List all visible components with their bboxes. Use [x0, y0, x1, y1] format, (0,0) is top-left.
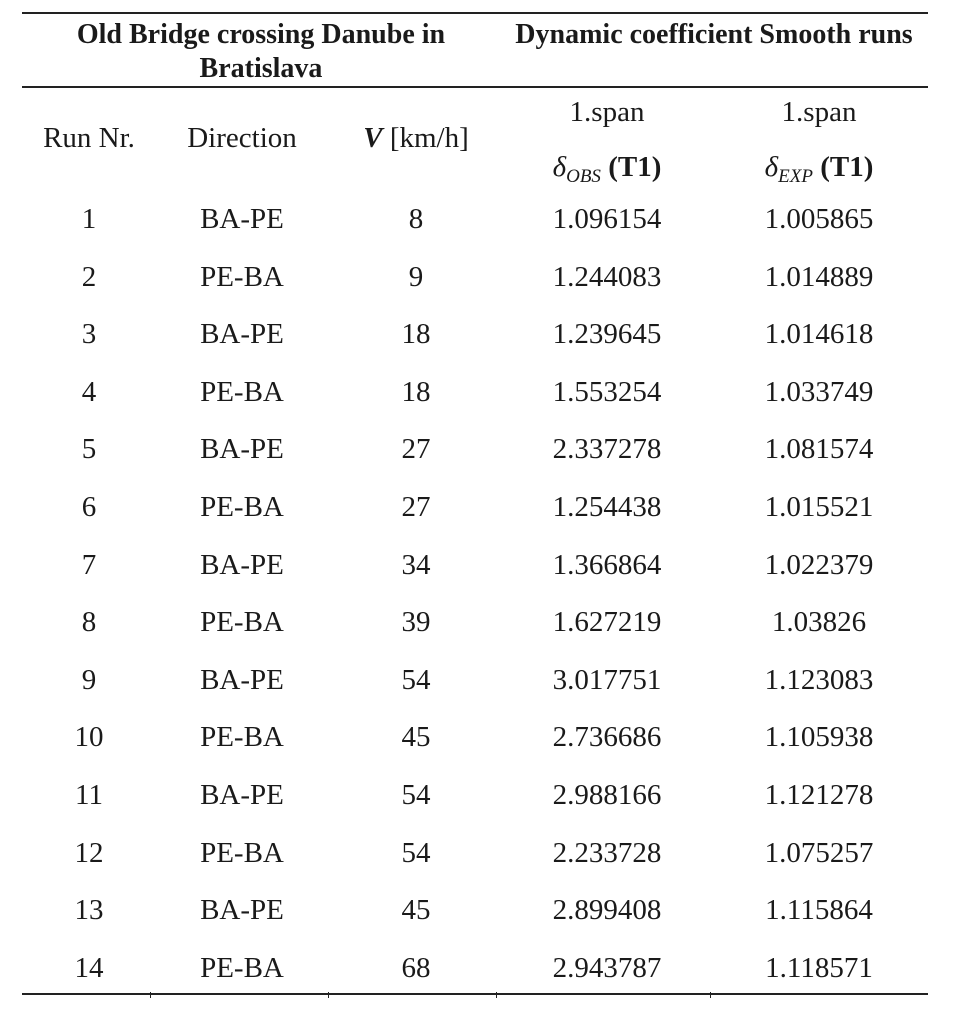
- delta-obs-cell: 1.366864: [552, 549, 662, 581]
- speed-cell: 45: [401, 721, 431, 753]
- column-tick: [496, 992, 497, 998]
- direction-cell: PE-BA: [200, 721, 284, 753]
- delta-obs-cell: 2.233728: [552, 837, 662, 869]
- column-header-direction: Direction: [187, 122, 297, 154]
- run-number-cell: 5: [81, 433, 97, 465]
- delta-obs-cell: 1.627219: [552, 606, 662, 638]
- direction-cell: BA-PE: [200, 433, 284, 465]
- group-header-dynamic-coefficient: Dynamic coefficient Smooth runs: [515, 19, 913, 50]
- delta-obs-cell: 2.337278: [552, 433, 662, 465]
- speed-cell: 8: [408, 203, 424, 235]
- speed-cell: 54: [401, 779, 431, 811]
- delta-obs-cell: 1.254438: [552, 491, 662, 523]
- run-number-cell: 2: [81, 261, 97, 293]
- top-rule: [22, 12, 928, 14]
- delta-exp-cell: 1.005865: [764, 203, 874, 235]
- delta-exp-cell: 1.115864: [765, 894, 873, 926]
- run-number-cell: 1: [81, 203, 97, 235]
- column-tick: [328, 992, 329, 998]
- speed-cell: 27: [401, 491, 431, 523]
- bottom-rule: [22, 993, 928, 995]
- direction-cell: PE-BA: [200, 952, 284, 984]
- column-header-run: Run Nr.: [43, 122, 135, 154]
- column-tick: [710, 992, 711, 998]
- delta-exp-cell: 1.033749: [764, 376, 874, 408]
- column-header-obs-span: 1.span: [569, 96, 645, 128]
- t1-label: (T1): [608, 151, 662, 183]
- run-number-cell: 11: [75, 779, 103, 811]
- direction-cell: BA-PE: [200, 664, 284, 696]
- direction-cell: BA-PE: [200, 203, 284, 235]
- run-number-cell: 10: [74, 721, 104, 753]
- speed-symbol: V: [363, 122, 383, 154]
- column-tick: [150, 992, 151, 998]
- column-header-delta-obs: [504, 150, 710, 188]
- run-number-cell: 4: [81, 376, 97, 408]
- direction-cell: PE-BA: [200, 376, 284, 408]
- run-number-cell: 7: [81, 549, 97, 581]
- direction-cell: BA-PE: [200, 894, 284, 926]
- group-header-rule: [22, 86, 928, 88]
- direction-cell: BA-PE: [200, 549, 284, 581]
- run-number-cell: 8: [81, 606, 97, 638]
- obs-subscript: OBS: [566, 166, 601, 187]
- speed-cell: 9: [408, 261, 424, 293]
- run-number-cell: 9: [81, 664, 97, 696]
- delta-exp-cell: 1.081574: [764, 433, 874, 465]
- speed-cell: 45: [401, 894, 431, 926]
- delta-symbol: δ: [552, 151, 567, 183]
- run-number-cell: 6: [81, 491, 97, 523]
- delta-exp-cell: 1.123083: [764, 664, 874, 696]
- delta-exp-cell: 1.121278: [764, 779, 874, 811]
- run-number-cell: 3: [81, 318, 97, 350]
- group-header-bridge: Old Bridge crossing Danube in Bratislava: [76, 19, 446, 84]
- column-header-exp-span: 1.span: [781, 96, 857, 128]
- delta-obs-cell: 1.553254: [552, 376, 662, 408]
- delta-exp-cell: 1.03826: [771, 606, 867, 638]
- delta-obs-cell: 3.017751: [552, 664, 662, 696]
- delta-obs-cell: 2.736686: [552, 721, 662, 753]
- run-number-cell: 13: [74, 894, 104, 926]
- direction-cell: PE-BA: [200, 491, 284, 523]
- speed-cell: 68: [401, 952, 431, 984]
- t1-label: (T1): [820, 151, 874, 183]
- delta-obs-cell: 1.244083: [552, 261, 662, 293]
- delta-obs-cell: 2.899408: [552, 894, 662, 926]
- direction-cell: PE-BA: [200, 261, 284, 293]
- delta-exp-cell: 1.015521: [764, 491, 874, 523]
- exp-subscript: EXP: [778, 166, 813, 187]
- speed-cell: 18: [401, 376, 431, 408]
- delta-exp-cell: 1.022379: [764, 549, 874, 581]
- delta-exp-cell: 1.014889: [764, 261, 874, 293]
- speed-unit: [km/h]: [382, 122, 469, 154]
- delta-obs-cell: 1.239645: [552, 318, 662, 350]
- direction-cell: BA-PE: [200, 779, 284, 811]
- delta-exp-cell: 1.105938: [764, 721, 874, 753]
- speed-cell: 54: [401, 664, 431, 696]
- run-number-cell: 14: [74, 952, 104, 984]
- speed-cell: 54: [401, 837, 431, 869]
- speed-cell: 39: [401, 606, 431, 638]
- delta-exp-cell: 1.118571: [765, 952, 873, 984]
- speed-cell: 18: [401, 318, 431, 350]
- speed-cell: 27: [401, 433, 431, 465]
- delta-obs-cell: 1.096154: [552, 203, 662, 235]
- column-header-speed: [328, 121, 504, 155]
- run-number-cell: 12: [74, 837, 104, 869]
- speed-cell: 34: [401, 549, 431, 581]
- delta-symbol: δ: [764, 151, 779, 183]
- delta-exp-cell: 1.014618: [764, 318, 874, 350]
- column-header-delta-exp: [710, 150, 928, 188]
- direction-cell: PE-BA: [200, 606, 284, 638]
- delta-obs-cell: 2.943787: [552, 952, 662, 984]
- direction-cell: PE-BA: [200, 837, 284, 869]
- direction-cell: BA-PE: [200, 318, 284, 350]
- delta-obs-cell: 2.988166: [552, 779, 662, 811]
- delta-exp-cell: 1.075257: [764, 837, 874, 869]
